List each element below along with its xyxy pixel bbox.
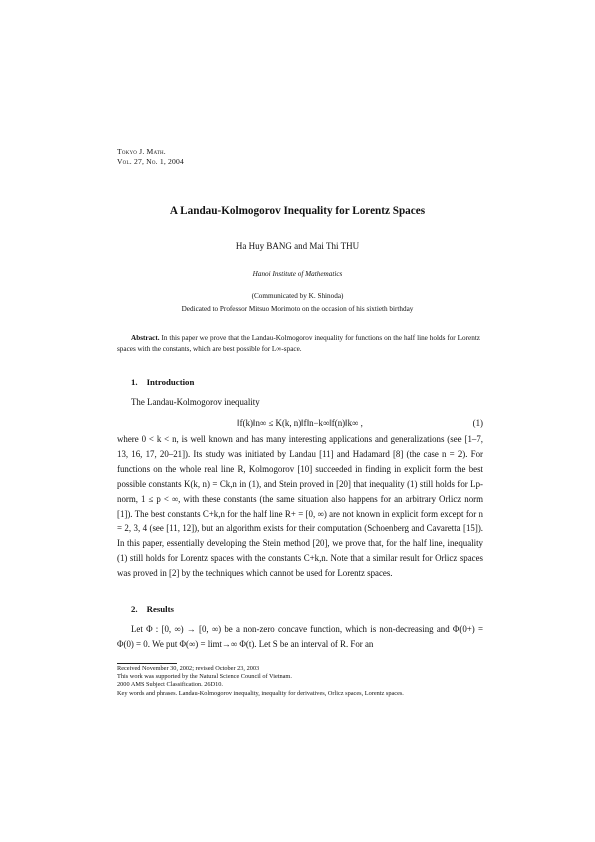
footnote-keywords: Key words and phrases. Landau-Kolmogorov inequality, inequality for derivatives, Orlicz spaces, Lorentz spaces. [117, 689, 404, 697]
footnote-funding: This work was supported by the Natural Science Council of Vietnam. [117, 673, 292, 681]
journal-volume: Vol. 27, No. 1, 2004 [117, 157, 185, 166]
section-title: Introduction [146, 377, 195, 387]
abstract-text: In this paper we prove that the Landau-Kolmogorov inequality for functions on the half line holds for Lorentz spaces with the constants, which are best possible for L∞-space. [117, 334, 481, 353]
introduction-paragraph: where 0 < k < n, is well known and has many interesting applications and generalizations (see [1–7, 13, 16, 17, 20–21]). Its study was initiated by Landau [11] and Hadamard [8] (the case n = 2). For functions on the whole real line R, Kolmogorov [10] succeeded in finding in explicit form the best possible constants K(k, n) = Ck,n in (1), and Stein proved in [20] that inequality (1) still holds for Lp-norm, 1 ≤ p < ∞, with these constants (the same situation also happens for an arbitrary Orlicz norm [1]). The best constants C+k,n for the half line R+ = [0, ∞) are not known in explicit form except for n = 2, 3, 4 (see [11, 12]), but an algorithm exists for their computation (Schoenberg and Cavaretta [15]). In this paper, essentially developing the Stein method [20], we prove that, for the half line, inequality (1) still holds for Lorentz spaces with the constants C+k,n. Note that a similar result for Orlicz spaces was proved in [2] by the techniques which cannot be used for Lorentz spaces. [117, 434, 483, 579]
results-paragraph-text: Let Φ : [0, ∞) → [0, ∞) be a non-zero concave function, which is non-decreasing and Φ(0+) = Φ(0) = 0. We put Φ(∞) = limt→∞ Φ(t). Let S be an interval of R. For an [117, 624, 483, 649]
section-number: 2. [131, 604, 138, 614]
section-heading-results [131, 604, 174, 614]
section-heading-introduction [131, 377, 194, 387]
communicated-by: (Communicated by K. Shinoda) [251, 292, 344, 300]
footnote-rule [117, 663, 177, 664]
section-title: Results [146, 604, 174, 614]
author-affiliation: Hanoi Institute of Mathematics [252, 270, 343, 278]
paper-title: A Landau-Kolmogorov Inequality for Lorentz Spaces [169, 205, 426, 217]
journal-name: Tokyo J. Math. [117, 147, 166, 156]
results-paragraph [117, 622, 483, 652]
footnote-received: Received November 30, 2002; revised October 23, 2003 [117, 665, 260, 672]
footnotes [117, 665, 517, 698]
abstract-label: Abstract. [131, 334, 160, 342]
footnote-classification: 2000 AMS Subject Classification. 26D10. [117, 681, 223, 689]
section-number: 1. [131, 377, 138, 387]
intro-lead-sentence: The Landau-Kolmogorov inequality [131, 397, 260, 407]
equation-number: (1) [472, 418, 483, 428]
journal-header [117, 147, 184, 167]
abstract [117, 333, 480, 354]
equation-1 [117, 418, 483, 428]
equation-body: ‖f(k)‖n∞ ≤ K(k, n)‖f‖n−k∞‖f(n)‖k∞ , [237, 418, 363, 428]
paper-authors: Ha Huy BANG and Mai Thi THU [235, 241, 360, 251]
dedication: Dedicated to Professor Mitsuo Morimoto on the occasion of his sixtieth birthday [181, 305, 414, 313]
